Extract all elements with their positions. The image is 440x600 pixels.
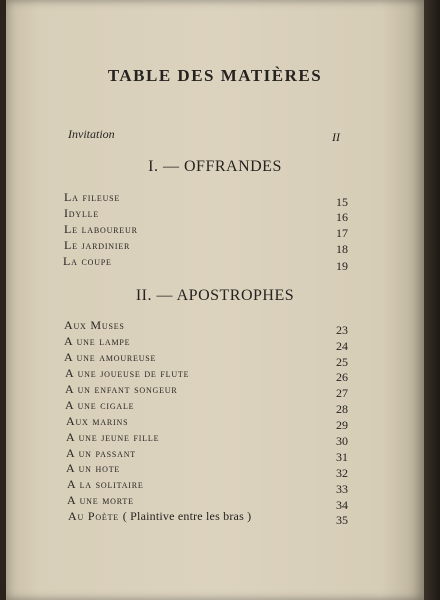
section-heading-offrandes: I. — OFFRANDES — [148, 158, 282, 175]
toc-page-number: 17 — [336, 226, 348, 240]
toc-entry: La fileuse — [64, 190, 121, 204]
toc-entry: A un passant — [66, 446, 136, 460]
toc-page-number: 30 — [336, 434, 348, 448]
toc-page-number: 31 — [336, 450, 348, 464]
toc-page-number: 26 — [336, 370, 348, 384]
toc-entry: A une jeune fille — [66, 430, 160, 444]
page-title: TABLE DES MATIÈRES — [107, 66, 323, 85]
toc-entry: A la solitaire — [67, 477, 144, 491]
toc-entry: Le jardinier — [64, 238, 131, 252]
toc-entry: La coupe — [63, 254, 112, 268]
toc-entry: A une cigale — [65, 398, 135, 412]
toc-entry: Le laboureur — [64, 222, 138, 236]
invitation-page-number: II — [332, 130, 340, 144]
book-page — [6, 0, 424, 600]
toc-page-number: 19 — [336, 259, 348, 273]
toc-page-number: 25 — [336, 355, 348, 369]
toc-page-number: 35 — [336, 513, 348, 527]
toc-page-number: 27 — [336, 386, 348, 400]
toc-entry: A une joueuse de flute — [65, 366, 190, 380]
toc-entry-last — [68, 509, 251, 524]
toc-entry: Aux Muses — [64, 318, 125, 332]
toc-page-number: 33 — [336, 482, 348, 496]
toc-page-number: 15 — [336, 195, 348, 209]
toc-entry: A un hote — [66, 461, 121, 475]
toc-page-number: 23 — [336, 323, 348, 337]
toc-entry-title: Au Poète — [68, 509, 119, 523]
toc-entry: A un enfant songeur — [65, 382, 178, 396]
toc-entry: Idylle — [64, 206, 100, 220]
toc-entry: A une amoureuse — [64, 350, 157, 364]
toc-entry: Aux marins — [66, 414, 129, 428]
toc-page-number: 16 — [336, 210, 348, 224]
toc-entry: A une lampe — [64, 334, 131, 348]
book-spine-edge — [424, 0, 440, 600]
toc-page-number: 34 — [336, 498, 348, 512]
toc-page-number: 18 — [336, 242, 348, 256]
toc-entry: A une morte — [67, 493, 134, 507]
toc-entry-subtitle: ( Plaintive entre les bras ) — [122, 509, 252, 523]
toc-page-number: 24 — [336, 339, 348, 353]
section-heading-apostrophes: II. — APOSTROPHES — [135, 287, 295, 304]
toc-page-number: 32 — [336, 466, 348, 480]
invitation-label: Invitation — [68, 127, 115, 141]
toc-page-number: 29 — [336, 418, 348, 432]
toc-page-number: 28 — [336, 402, 348, 416]
